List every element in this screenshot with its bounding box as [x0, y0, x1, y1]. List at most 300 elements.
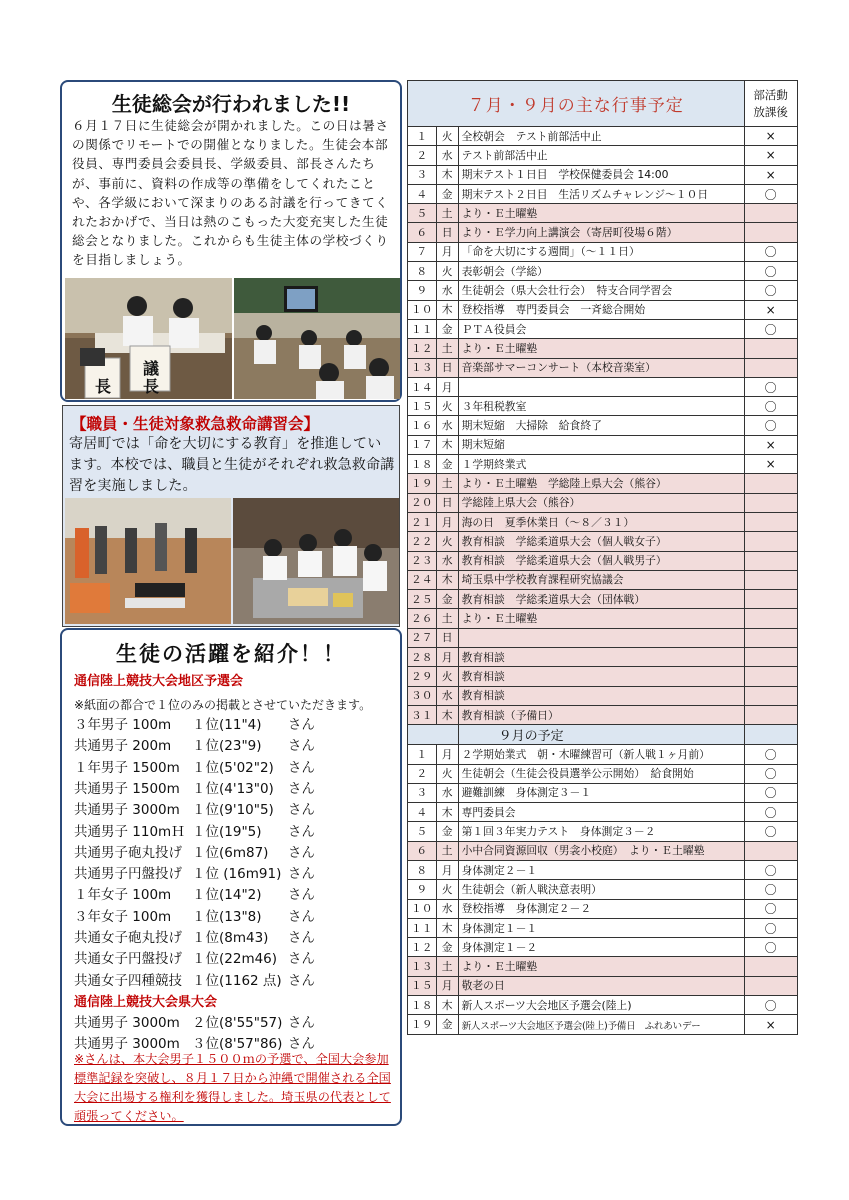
schedule-weekday: 木: [436, 570, 458, 589]
schedule-event: 教育相談: [458, 686, 744, 705]
schedule-day: １３: [408, 358, 437, 377]
schedule-weekday: 金: [436, 590, 458, 609]
schedule-club-mark: [744, 590, 797, 609]
schedule-row: [408, 242, 798, 261]
article-title: 生徒の活躍を紹介！！: [116, 642, 346, 666]
result-row: [74, 713, 315, 733]
schedule-day: ３: [408, 783, 437, 802]
result-name-suffix: さん: [288, 1036, 315, 1053]
schedule-day: ２１: [408, 512, 437, 531]
schedule-weekday: 土: [436, 841, 458, 860]
schedule-row: [408, 822, 798, 841]
schedule-row: [408, 435, 798, 454]
result-place: ２位(8'55"57): [192, 1015, 283, 1031]
result-row: [74, 969, 315, 989]
result-place: １位 (16m91): [192, 866, 282, 883]
schedule-event: 登校指導 身体測定２－２: [458, 899, 744, 918]
schedule-event: 小中合同資源回収（男衾小校庭） より・Ｅ土曜塾: [458, 841, 744, 860]
article-body: ６月１７日に生徒総会が開かれました。この日は暑さの関係でリモートでの開催となりました。生徒会本部役員、専門委員会委員長、学級委員、部長さんたちが、事前に、資料の作成等の準備をしてくれたことや、各学級において深まりのある討議を行ってきてくれたおかげで、当日は熱のこもった大変充実した生徒総会となりました。これからも生徒主体の学校づくりを目指しましょう。: [72, 118, 389, 268]
schedule-club-mark: [744, 609, 797, 628]
schedule-weekday: 金: [436, 319, 458, 338]
schedule-row: [408, 204, 798, 223]
schedule-day: ４: [408, 184, 437, 203]
schedule-event: 教育相談 学総柔道県大会（個人戦女子）: [458, 532, 744, 551]
schedule-weekday: 土: [436, 474, 458, 493]
schedule-event: 身体測定２－１: [458, 860, 744, 879]
schedule-weekday: 月: [436, 377, 458, 396]
schedule-title: ７月・９月の主な行事予定: [408, 81, 745, 127]
schedule-row: [408, 628, 798, 647]
schedule-weekday: 月: [436, 512, 458, 531]
schedule-day: １１: [408, 319, 437, 338]
schedule-day: ２２: [408, 532, 437, 551]
schedule-row: [408, 880, 798, 899]
schedule-day: １２: [408, 339, 437, 358]
schedule-row: [408, 551, 798, 570]
schedule-row: [408, 146, 798, 165]
result-name-suffix: さん: [288, 738, 315, 755]
schedule-event: 生徒朝会（生徒会役員選挙公示開始） 給食開始: [458, 764, 744, 783]
schedule-day: １０: [408, 300, 437, 319]
schedule-event: 生徒朝会（新人戦決意表明）: [458, 880, 744, 899]
schedule-row: [408, 667, 798, 686]
schedule-row: [408, 957, 798, 976]
schedule-event: [458, 377, 744, 396]
schedule-club-mark: ×: [744, 455, 797, 474]
schedule-event: 学総陸上県大会（熊谷）: [458, 493, 744, 512]
photo-staff-training-image: [65, 498, 231, 624]
schedule-day: ９: [408, 880, 437, 899]
schedule-event: 期末短縮 大掃除 給食終了: [458, 416, 744, 435]
result-row: [74, 734, 315, 754]
schedule-day: ３０: [408, 686, 437, 705]
schedule-event: ３年租税教室: [458, 397, 744, 416]
schedule-row: [408, 996, 798, 1015]
sign-char-3: 長: [143, 377, 160, 396]
schedule-event: 避難訓練 身体測定３－１: [458, 783, 744, 802]
result-name-suffix: さん: [288, 823, 315, 840]
schedule-club-mark: 〇: [744, 822, 797, 841]
result-event: 共通男子 1500m: [74, 780, 180, 797]
schedule-row: [408, 590, 798, 609]
result-place: １位(1162 点): [192, 972, 282, 989]
schedule-event: 教育相談（予備日）: [458, 705, 744, 724]
schedule-event: 表彰朝会（学総）: [458, 262, 744, 281]
schedule-row: [408, 609, 798, 628]
schedule-club-mark: 〇: [744, 880, 797, 899]
result-name-suffix: さん: [288, 780, 315, 797]
schedule-event: より・Ｅ土曜塾: [458, 204, 744, 223]
article-student-assembly: [60, 80, 402, 402]
result-place: １位(13"8): [192, 908, 262, 925]
schedule-weekday: 金: [436, 1015, 458, 1034]
result-row: [74, 1011, 315, 1031]
article-title: 【職員・生徒対象救急救命講習会】: [71, 415, 320, 433]
schedule-day: ２４: [408, 570, 437, 589]
schedule-club-mark: ×: [744, 165, 797, 184]
schedule-row: [408, 938, 798, 957]
schedule-event: 身体測定１－１: [458, 918, 744, 937]
schedule-weekday: 水: [436, 686, 458, 705]
schedule-row: [408, 512, 798, 531]
schedule-day: １８: [408, 455, 437, 474]
schedule-club-mark: [744, 570, 797, 589]
schedule-row: [408, 764, 798, 783]
schedule-day: ２７: [408, 628, 437, 647]
schedule-event: １学期終業式: [458, 455, 744, 474]
schedule-club-mark: 〇: [744, 918, 797, 937]
schedule-row: [408, 223, 798, 242]
result-event: １年女子 100m: [74, 887, 172, 904]
schedule-row: [408, 165, 798, 184]
schedule-event: より・Ｅ土曜塾: [458, 339, 744, 358]
result-name-suffix: さん: [288, 908, 315, 925]
result-name-suffix: さん: [288, 887, 315, 904]
schedule-club-mark: [744, 223, 797, 242]
schedule-event: 新人スポーツ大会地区予選会(陸上)予備日 ふれあいデー: [458, 1015, 744, 1034]
result-name-suffix: さん: [288, 844, 315, 861]
note-text: ※紙面の都合で１位のみの掲載とさせていただきます。: [74, 698, 372, 712]
schedule-club-mark: [744, 493, 797, 512]
photo-student-training: [233, 498, 399, 624]
schedule-day: ２９: [408, 667, 437, 686]
photo-staff-training: [65, 498, 231, 624]
schedule-day: １９: [408, 474, 437, 493]
result-name-suffix: さん: [288, 717, 315, 733]
schedule-row: [408, 745, 798, 764]
schedule-day: ２３: [408, 551, 437, 570]
schedule-row: [408, 570, 798, 589]
schedule-weekday: 水: [436, 899, 458, 918]
schedule-day: ６: [408, 841, 437, 860]
schedule-row: [408, 262, 798, 281]
schedule-row: [408, 184, 798, 203]
schedule-club-mark: [744, 204, 797, 223]
schedule-event: より・Ｅ学力向上講演会（寄居町役場６階）: [458, 223, 744, 242]
schedule-event: テスト前部活中止: [458, 146, 744, 165]
schedule-row: [408, 860, 798, 879]
schedule-row: [408, 493, 798, 512]
schedule-weekday: 火: [436, 397, 458, 416]
footnote-text: ※さんは、本大会男子１５００ｍの予選で、全国大会参加標準記録を突破し、８月１７日から沖縄で開催される全国大会に出場する権利を獲得しました。埼玉県の代表として頑張ってください。: [74, 1052, 391, 1123]
schedule-club-mark: [744, 976, 797, 995]
schedule-day: ２０: [408, 493, 437, 512]
schedule-club-mark: 〇: [744, 281, 797, 300]
schedule-row: [408, 803, 798, 822]
schedule-event: 埼玉県中学校教育課程研究協議会: [458, 570, 744, 589]
schedule-club-mark: [744, 957, 797, 976]
schedule-club-mark: 〇: [744, 397, 797, 416]
result-place: １位(23"9): [192, 738, 262, 755]
result-name-suffix: さん: [288, 951, 315, 968]
result-name-suffix: さん: [288, 972, 315, 989]
schedule-weekday: 月: [436, 648, 458, 667]
schedule-club-mark: 〇: [744, 803, 797, 822]
photo-assembly-chairs: [65, 278, 232, 399]
schedule-weekday: 土: [436, 609, 458, 628]
schedule-event: 敬老の日: [458, 976, 744, 995]
sign-char-2: 議: [143, 359, 160, 378]
schedule-event: ＰＴＡ役員会: [458, 319, 744, 338]
result-name-suffix: さん: [288, 802, 315, 819]
schedule-club-mark: [744, 551, 797, 570]
schedule-club-mark: 〇: [744, 764, 797, 783]
schedule-row: [408, 397, 798, 416]
result-row: [74, 947, 315, 967]
schedule-day: １３: [408, 957, 437, 976]
schedule-row: [408, 281, 798, 300]
schedule-club-mark: [744, 339, 797, 358]
schedule-weekday: 火: [436, 667, 458, 686]
schedule-event: 第１回３年実力テスト 身体測定３－２: [458, 822, 744, 841]
schedule-day: １: [408, 127, 437, 146]
schedule-row: [408, 899, 798, 918]
schedule-table: [407, 80, 798, 1035]
schedule-weekday: 月: [436, 976, 458, 995]
result-event: ３年男子 100m: [74, 717, 172, 733]
result-event: 共通女子砲丸投げ: [74, 930, 182, 946]
schedule-event: ２学期始業式 朝・木曜練習可（新人戦１ヶ月前）: [458, 745, 744, 764]
photo-classroom-remote-image: [234, 278, 400, 399]
club-activity-header: 部活動放課後: [744, 81, 797, 127]
schedule-event: 「命を大切にする週間」（～１１日）: [458, 242, 744, 261]
schedule-event: 教育相談 学総柔道県大会（個人戦男子）: [458, 551, 744, 570]
schedule-club-mark: 〇: [744, 783, 797, 802]
schedule-day: １５: [408, 976, 437, 995]
schedule-event: 登校指導 専門委員会 一斉総合開始: [458, 300, 744, 319]
schedule-weekday: 金: [436, 822, 458, 841]
result-place: １位(6m87): [192, 844, 269, 861]
september-title: ９月の予定: [458, 725, 744, 745]
schedule-day: １１: [408, 918, 437, 937]
schedule-row: [408, 339, 798, 358]
schedule-day: １４: [408, 377, 437, 396]
schedule-club-mark: 〇: [744, 184, 797, 203]
schedule-day: １８: [408, 996, 437, 1015]
schedule-event: 全校朝会 テスト前部活中止: [458, 127, 744, 146]
schedule-row: [408, 648, 798, 667]
result-row: [74, 883, 315, 903]
schedule-event: より・Ｅ土曜塾: [458, 609, 744, 628]
schedule-event: [458, 628, 744, 647]
result-event: 共通男子 3000m: [74, 802, 180, 819]
result-event: 共通女子四種競技: [74, 972, 182, 989]
schedule-row: [408, 705, 798, 724]
schedule-weekday: 月: [436, 242, 458, 261]
schedule-club-mark: [744, 648, 797, 667]
schedule-event: より・Ｅ土曜塾: [458, 957, 744, 976]
schedule-club-mark: [744, 705, 797, 724]
result-event: 共通男子 200m: [74, 738, 172, 755]
schedule-event: 生徒朝会（県大会壮行会） 特支合同学習会: [458, 281, 744, 300]
schedule-weekday: 日: [436, 223, 458, 242]
september-header-spacer: [408, 725, 459, 745]
schedule-weekday: 土: [436, 204, 458, 223]
result-place: １位(22m46): [192, 951, 278, 968]
schedule-row: [408, 918, 798, 937]
schedule-row: [408, 300, 798, 319]
schedule-weekday: 火: [436, 880, 458, 899]
schedule-day: ３: [408, 165, 437, 184]
result-name-suffix: さん: [288, 866, 315, 883]
result-row: [74, 820, 315, 840]
schedule-event: 身体測定１－２: [458, 938, 744, 957]
schedule-club-mark: 〇: [744, 745, 797, 764]
schedule-day: １６: [408, 416, 437, 435]
schedule-day: １７: [408, 435, 437, 454]
result-row: [74, 777, 315, 797]
september-header-row: [408, 725, 798, 745]
schedule-header-row: [408, 81, 798, 127]
schedule-event: より・Ｅ土曜塾 学総陸上県大会（熊谷）: [458, 474, 744, 493]
result-event: 共通男子 110mＨ: [74, 823, 185, 840]
schedule-day: ３１: [408, 705, 437, 724]
schedule-weekday: 水: [436, 551, 458, 570]
schedule-club-mark: [744, 686, 797, 705]
september-header-mark: [744, 725, 797, 745]
schedule-club-mark: [744, 667, 797, 686]
schedule-club-mark: ×: [744, 1015, 797, 1034]
schedule-weekday: 日: [436, 628, 458, 647]
schedule-club-mark: ×: [744, 127, 797, 146]
schedule-club-mark: 〇: [744, 938, 797, 957]
schedule-day: ２: [408, 764, 437, 783]
schedule-row: [408, 127, 798, 146]
result-event: 共通男子円盤投げ: [74, 866, 182, 883]
schedule-weekday: 月: [436, 860, 458, 879]
schedule-weekday: 火: [436, 532, 458, 551]
schedule-weekday: 木: [436, 435, 458, 454]
result-event: 共通女子円盤投げ: [74, 951, 182, 968]
schedule-row: [408, 783, 798, 802]
schedule-day: １９: [408, 1015, 437, 1034]
section-title-prefecture: 通信陸上競技大会県大会: [74, 995, 218, 1010]
schedule-club-mark: ×: [744, 435, 797, 454]
schedule-event: 教育相談: [458, 648, 744, 667]
schedule-row: [408, 976, 798, 995]
result-place: １位(11"4): [192, 717, 262, 733]
schedule-weekday: 水: [436, 146, 458, 165]
result-row: [74, 862, 315, 882]
schedule-club-mark: [744, 512, 797, 531]
photo-student-training-image: [233, 498, 399, 624]
schedule-weekday: 火: [436, 262, 458, 281]
result-place: ３位(8'57"86): [192, 1036, 283, 1053]
schedule-event: 専門委員会: [458, 803, 744, 822]
result-event: 共通男子 3000m: [74, 1036, 180, 1053]
schedule-weekday: 水: [436, 281, 458, 300]
schedule-day: ８: [408, 262, 437, 281]
schedule-day: ６: [408, 223, 437, 242]
schedule-weekday: 木: [436, 918, 458, 937]
schedule-club-mark: 〇: [744, 242, 797, 261]
schedule-row: [408, 455, 798, 474]
schedule-club-mark: ×: [744, 300, 797, 319]
schedule-weekday: 金: [436, 938, 458, 957]
schedule-weekday: 木: [436, 300, 458, 319]
schedule-row: [408, 532, 798, 551]
schedule-day: １５: [408, 397, 437, 416]
schedule-weekday: 日: [436, 493, 458, 512]
schedule-day: ８: [408, 860, 437, 879]
schedule-row: [408, 358, 798, 377]
schedule-day: ５: [408, 204, 437, 223]
sign-char-1: 長: [95, 377, 112, 396]
schedule-row: [408, 841, 798, 860]
result-event: 共通男子 3000m: [74, 1015, 180, 1031]
result-place: １位(8m43): [192, 930, 269, 946]
result-event: １年男子 1500m: [74, 759, 180, 776]
result-event: 共通男子砲丸投げ: [74, 844, 182, 861]
schedule-weekday: 火: [436, 764, 458, 783]
schedule-weekday: 木: [436, 165, 458, 184]
result-row: [74, 798, 315, 818]
schedule-weekday: 水: [436, 783, 458, 802]
schedule-weekday: 土: [436, 957, 458, 976]
schedule-club-mark: [744, 532, 797, 551]
schedule-event: 教育相談: [458, 667, 744, 686]
result-row: [74, 841, 315, 861]
result-name-suffix: さん: [288, 1015, 315, 1031]
schedule-club-mark: [744, 474, 797, 493]
result-name-suffix: さん: [288, 930, 315, 946]
schedule-event: 教育相談 学総柔道県大会（団体戦）: [458, 590, 744, 609]
schedule-club-mark: 〇: [744, 319, 797, 338]
schedule-row: [408, 377, 798, 396]
result-row: [74, 926, 315, 946]
schedule-day: ５: [408, 822, 437, 841]
schedule-event: 期末短縮: [458, 435, 744, 454]
schedule-weekday: 土: [436, 339, 458, 358]
schedule-weekday: 金: [436, 455, 458, 474]
schedule-club-mark: 〇: [744, 899, 797, 918]
schedule-day: ２５: [408, 590, 437, 609]
schedule-row: [408, 319, 798, 338]
schedule-club-mark: [744, 628, 797, 647]
schedule-weekday: 金: [436, 184, 458, 203]
schedule-event: 音楽部サマーコンサート（本校音楽室）: [458, 358, 744, 377]
schedule-club-mark: 〇: [744, 860, 797, 879]
schedule-club-mark: 〇: [744, 416, 797, 435]
schedule-event: 新人スポーツ大会地区予選会(陸上): [458, 996, 744, 1015]
schedule-day: １２: [408, 938, 437, 957]
schedule-club-mark: [744, 841, 797, 860]
result-row: [74, 905, 315, 925]
schedule-row: [408, 686, 798, 705]
schedule-day: ４: [408, 803, 437, 822]
section-title-regional: 通信陸上競技大会地区予選会: [74, 674, 244, 689]
schedule-day: ９: [408, 281, 437, 300]
article-student-achievements: [60, 628, 402, 1126]
schedule-row: [408, 474, 798, 493]
schedule-day: ７: [408, 242, 437, 261]
schedule-day: ２: [408, 146, 437, 165]
result-name-suffix: さん: [288, 759, 315, 776]
schedule-row: [408, 416, 798, 435]
schedule-club-mark: 〇: [744, 377, 797, 396]
schedule-club-mark: ×: [744, 146, 797, 165]
schedule-day: １: [408, 745, 437, 764]
article-body: 寄居町では「命を大切にする教育」を推進しています。本校では、職員と生徒がそれぞれ救急救命講習を実施しました。: [69, 436, 395, 494]
schedule-weekday: 火: [436, 127, 458, 146]
result-place: １位(19"5): [192, 823, 262, 840]
schedule-weekday: 日: [436, 358, 458, 377]
result-place: １位(4'13"0): [192, 780, 274, 797]
result-event: ３年女子 100m: [74, 908, 172, 925]
schedule-club-mark: 〇: [744, 996, 797, 1015]
schedule-day: １０: [408, 899, 437, 918]
schedule-club-mark: 〇: [744, 262, 797, 281]
